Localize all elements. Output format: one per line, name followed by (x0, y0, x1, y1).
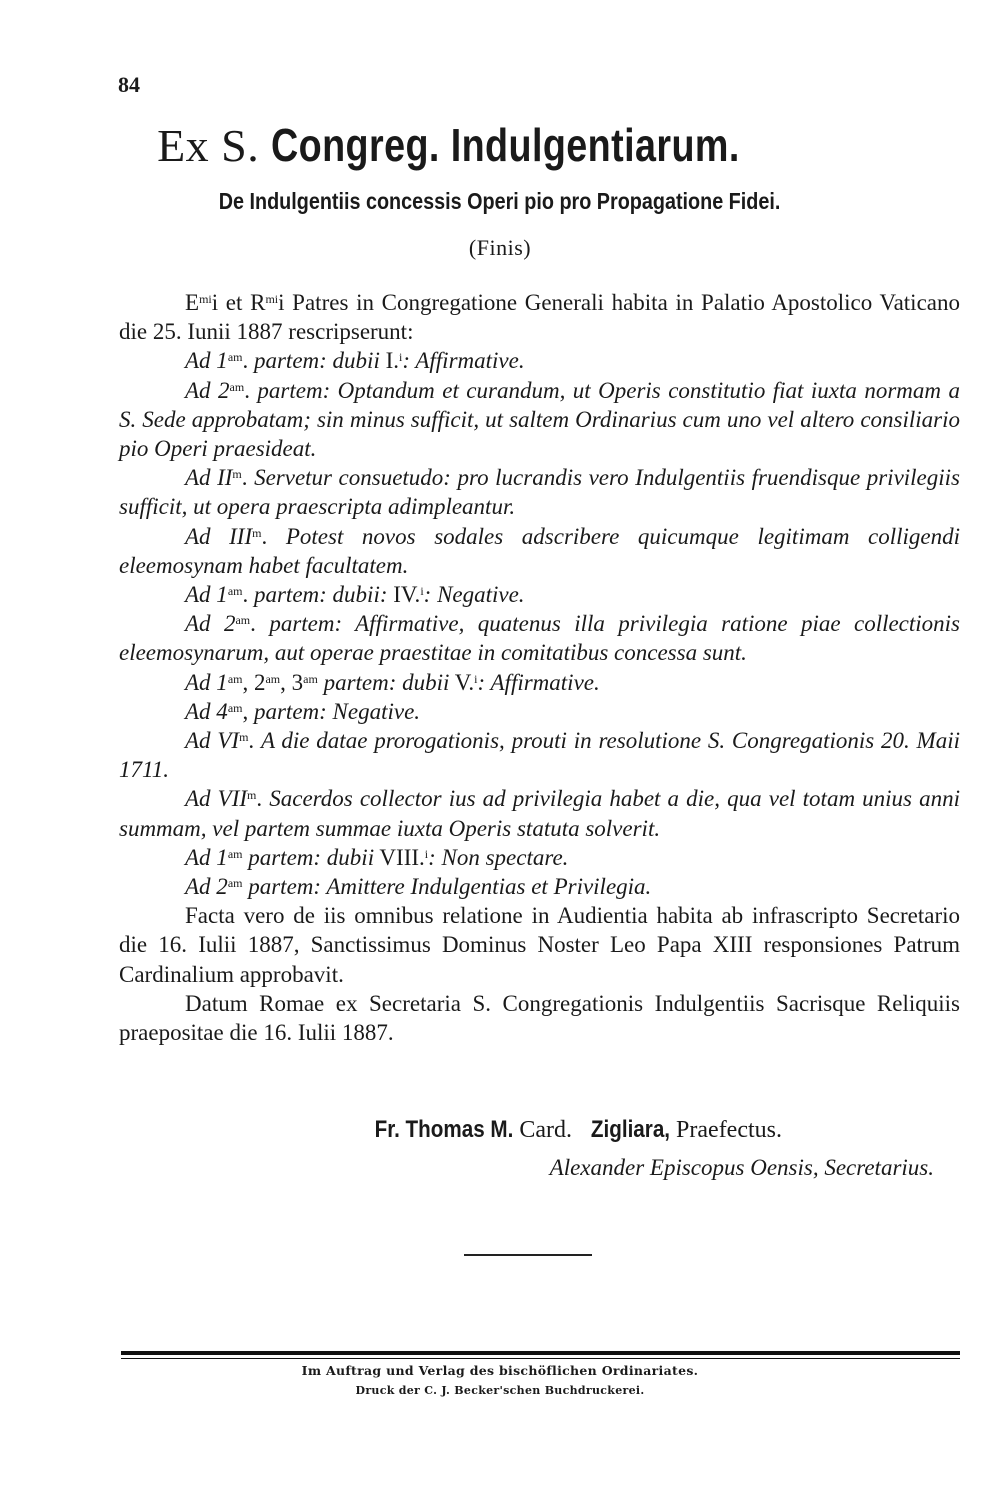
imprint-line-2: Druck der C. J. Becker'schen Buchdruckerei. (355, 1384, 645, 1397)
title-part2: Congreg. Indulgentiarum. (271, 119, 741, 171)
response-item: Ad $VI^m$. A die datae prorogationis, prouti in resolutione S. Congregationis 20. Maii 1711. (119, 728, 960, 783)
footer-rule-thick (121, 1351, 960, 1355)
page-number: 84 (118, 72, 140, 97)
subtitle-text: De Indulgentiis concessis Operi pio pro Propagatione Fidei. (219, 188, 781, 214)
response-item: Ad $II^m$. Servetur consuetudo: pro lucrandis vero Indulgentiis fruendisque privilegiis sufficit, ut opera praescripta adimpleantur. (119, 465, 961, 520)
title-part1: Ex S. (157, 120, 260, 171)
response-item: Ad $2^{am}$ partem: Amittere Indulgentias et Privilegia. (185, 874, 652, 900)
page-subtitle (0, 188, 1000, 215)
secretary-signature: Alexander Episcopus Oensis, Secretarius. (549, 1155, 934, 1180)
response-item: Ad $2^{am}$. partem: Optandum et curandum, ut Operis constitutio fiat iuxta normam a S. Sede approbatam; sin minus sufficit, ut saltem Ordinarius cum uno vel altero consiliario pio Operi praesideat. (119, 377, 960, 462)
response-item: Ad $2^{am}$. partem: Affirmative, quatenus illa privilegia ratione piae collectionis eleemosynarum, aut operae praestitae in comitatibus concessa sunt. (119, 611, 961, 666)
response-item: Ad $1^{am}$. partem: dubii I.$^i$: Affirmative. (185, 348, 525, 374)
page-title (0, 118, 1000, 172)
document-body (119, 288, 960, 1047)
short-divider (464, 1254, 592, 1256)
response-item: Ad $1^{am}$, $2^{am}$, $3^{am}$ partem: dubii V.$^i$: Affirmative. (185, 669, 600, 695)
response-item: Ad $4^{am}$, partem: Negative. (185, 698, 421, 724)
response-item: Ad $1^{am}$. partem: dubii: IV.$^i$: Negative. (185, 582, 525, 608)
response-item: Ad VII$^m$. Sacerdos collector ius ad privilegia habet a die, qua vel totam unius anni summam, vel partem summae iuxta Operis statuta solverit. (119, 786, 961, 841)
finis-label: (Finis) (468, 235, 532, 260)
signature-card: Card. (513, 1117, 579, 1143)
intro-paragraph: $E^{mi}i$ et $R^{mi}i$ Patres in Congregatione Generali habita in Palatio Apostolico Vaticano die 25. Iunii 1887 rescripserunt: (119, 290, 960, 345)
imprint-line-1: Im Auftrag und Verlag des bischöflichen Ordinariates. (301, 1363, 699, 1378)
closing-paragraph-1: Facta vero de iis omnibus relatione in Audientia habita ab infrascripto Secretario die 16. Iulii 1887, Sanctissimus Dominus Noster Leo Papa XIII responsiones Patrum Cardinalium approbavit. (119, 903, 960, 987)
response-item: Ad III$^m$. Potest novos sodales adscribere quicumque legitimam colligendi eleemosynam habet facultatem. (119, 523, 961, 578)
closing-paragraph-2: Datum Romae ex Secretaria S. Congregationis Indulgentiis Sacrisque Reliquiis praepositae die 16. Iulii 1887. (119, 990, 960, 1046)
responses-list (119, 346, 960, 901)
signature-name: Zigliara, (590, 1116, 671, 1143)
prefect-signature (352, 1116, 782, 1144)
signature-role: Praefectus. (670, 1117, 782, 1143)
response-item: Ad $1^{am}$ partem: dubii VIII.$^i$: Non spectare. (185, 844, 569, 870)
footer-rule-thin (121, 1358, 960, 1359)
signature-fr: Fr. Thomas M. (374, 1116, 514, 1143)
